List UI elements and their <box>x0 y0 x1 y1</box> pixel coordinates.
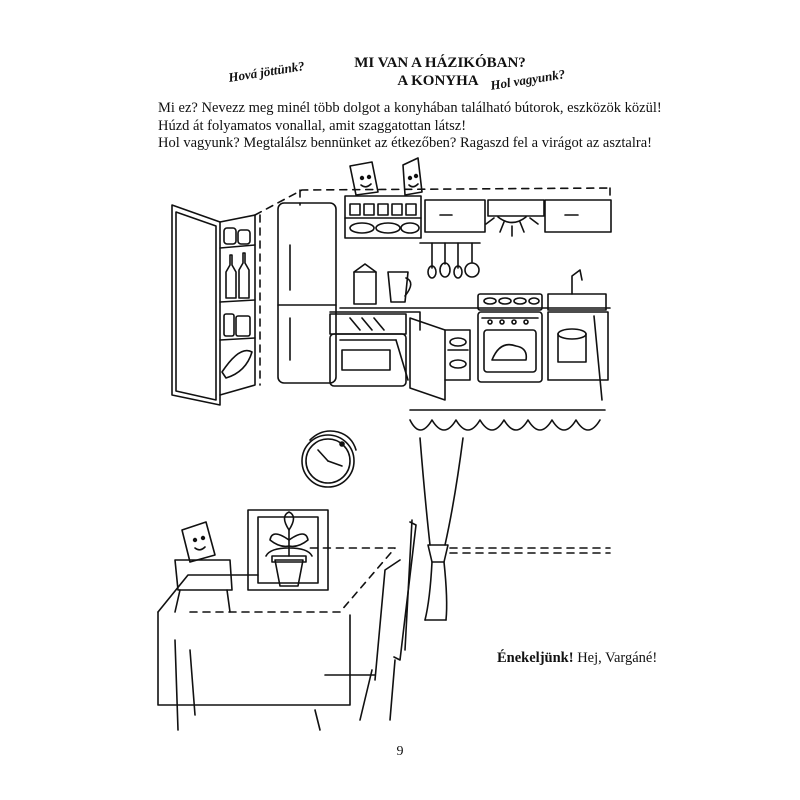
instruction-line: Hol vagyunk? Megtalálsz bennünket az étkezőben? Ragaszd fel a virágot az asztalra! <box>158 135 652 151</box>
dishwasher <box>330 314 408 386</box>
hood-light <box>486 217 538 236</box>
dashed-rail <box>450 548 610 553</box>
instruction-line: Mi ez? Nevezz meg minél több dolgot a konyhában található bútorok, eszközök közül! <box>158 100 662 116</box>
page-number: 9 <box>396 744 404 759</box>
dashed-wall-outline <box>255 188 610 385</box>
song-line <box>497 650 657 667</box>
dish-shelf <box>345 196 421 238</box>
instruction-line: Húzd át folyamatos vonallal, amit szaggatottan látsz! <box>158 117 467 134</box>
wall-clock <box>302 431 356 487</box>
sink-cabinet <box>548 270 608 400</box>
pantry-door <box>172 205 220 405</box>
page-subtitle: A KONYHA <box>397 73 479 89</box>
song-lead: Énekeljünk! <box>497 650 574 666</box>
side-question-left: Hová jöttünk? <box>227 58 306 85</box>
page-title: MI VAN A HÁZIKÓBAN? <box>354 55 526 71</box>
dining-chairs <box>325 520 416 720</box>
high-chair <box>175 522 232 612</box>
curtain <box>410 410 605 620</box>
fridge <box>278 203 336 383</box>
song-title: Hej, Vargáné! <box>577 650 658 666</box>
upper-cabinets <box>425 200 611 232</box>
pantry-shelves <box>220 215 255 395</box>
side-question-right: Hol vagyunk? <box>489 66 567 93</box>
flower-frame <box>248 510 328 590</box>
table-dashed-outline <box>190 548 395 612</box>
open-cabinet <box>410 318 470 400</box>
dining-table <box>158 575 350 730</box>
hanging-utensils <box>420 243 480 278</box>
counter-items <box>354 264 411 304</box>
